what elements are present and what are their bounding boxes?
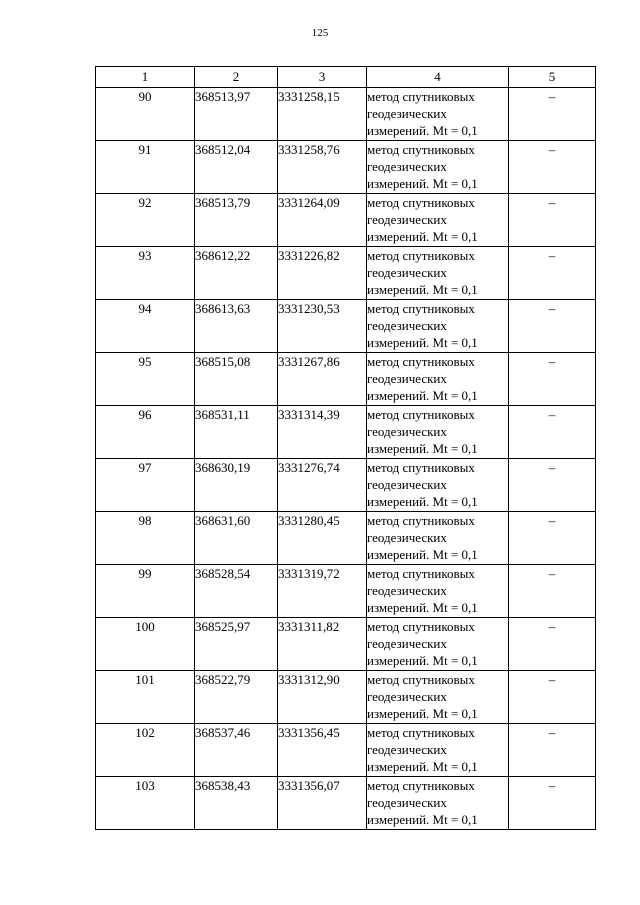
x-coordinate-cell: 368513,79 [195, 194, 278, 247]
table-header [96, 67, 596, 88]
method-line-1: метод спутниковых [367, 89, 475, 104]
method-line-1: метод спутниковых [367, 619, 475, 634]
error-cell: – [509, 618, 596, 671]
table-row [96, 459, 596, 512]
x-coordinate-cell: 368522,79 [195, 671, 278, 724]
method-cell [367, 247, 509, 300]
x-coordinate-cell: 368537,46 [195, 724, 278, 777]
method-line-3: измерений. Mt = 0,1 [367, 812, 478, 827]
y-coordinate-cell: 3331312,90 [278, 671, 367, 724]
point-number-cell: 93 [96, 247, 195, 300]
point-number-cell: 100 [96, 618, 195, 671]
x-coordinate-cell: 368630,19 [195, 459, 278, 512]
y-coordinate-cell: 3331319,72 [278, 565, 367, 618]
error-cell: – [509, 459, 596, 512]
method-line-3: измерений. Mt = 0,1 [367, 441, 478, 456]
method-line-3: измерений. Mt = 0,1 [367, 388, 478, 403]
method-line-3: измерений. Mt = 0,1 [367, 759, 478, 774]
point-number-cell: 94 [96, 300, 195, 353]
point-number-cell: 102 [96, 724, 195, 777]
header-col-4: 4 [367, 67, 509, 88]
method-line-3: измерений. Mt = 0,1 [367, 229, 478, 244]
method-line-1: метод спутниковых [367, 301, 475, 316]
x-coordinate-cell: 368512,04 [195, 141, 278, 194]
method-line-3: измерений. Mt = 0,1 [367, 335, 478, 350]
point-number-cell: 99 [96, 565, 195, 618]
x-coordinate-cell: 368515,08 [195, 353, 278, 406]
method-line-1: метод спутниковых [367, 566, 475, 581]
method-line-1: метод спутниковых [367, 248, 475, 263]
table-body [96, 88, 596, 830]
y-coordinate-cell: 3331280,45 [278, 512, 367, 565]
y-coordinate-cell: 3331264,09 [278, 194, 367, 247]
table-row [96, 300, 596, 353]
x-coordinate-cell: 368612,22 [195, 247, 278, 300]
error-cell: – [509, 777, 596, 830]
table-row [96, 724, 596, 777]
y-coordinate-cell: 3331230,53 [278, 300, 367, 353]
point-number-cell: 90 [96, 88, 195, 141]
error-cell: – [509, 512, 596, 565]
method-line-2: геодезических [367, 583, 447, 598]
method-line-3: измерений. Mt = 0,1 [367, 123, 478, 138]
method-line-3: измерений. Mt = 0,1 [367, 494, 478, 509]
method-line-1: метод спутниковых [367, 142, 475, 157]
point-number-cell: 101 [96, 671, 195, 724]
method-line-3: измерений. Mt = 0,1 [367, 176, 478, 191]
method-line-1: метод спутниковых [367, 354, 475, 369]
error-cell: – [509, 141, 596, 194]
y-coordinate-cell: 3331356,07 [278, 777, 367, 830]
table-row [96, 141, 596, 194]
y-coordinate-cell: 3331226,82 [278, 247, 367, 300]
method-cell [367, 777, 509, 830]
y-coordinate-cell: 3331311,82 [278, 618, 367, 671]
table-row [96, 406, 596, 459]
method-line-2: геодезических [367, 212, 447, 227]
method-cell [367, 300, 509, 353]
method-line-1: метод спутниковых [367, 725, 475, 740]
x-coordinate-cell: 368631,60 [195, 512, 278, 565]
y-coordinate-cell: 3331267,86 [278, 353, 367, 406]
x-coordinate-cell: 368538,43 [195, 777, 278, 830]
error-cell: – [509, 724, 596, 777]
method-line-3: измерений. Mt = 0,1 [367, 282, 478, 297]
error-cell: – [509, 353, 596, 406]
table-row [96, 88, 596, 141]
header-row [96, 67, 596, 88]
method-line-2: геодезических [367, 795, 447, 810]
x-coordinate-cell: 368513,97 [195, 88, 278, 141]
point-number-cell: 97 [96, 459, 195, 512]
method-line-2: геодезических [367, 530, 447, 545]
table-row [96, 618, 596, 671]
point-number-cell: 91 [96, 141, 195, 194]
method-line-2: геодезических [367, 424, 447, 439]
method-line-2: геодезических [367, 159, 447, 174]
header-col-5: 5 [509, 67, 596, 88]
table-row [96, 512, 596, 565]
point-number-cell: 98 [96, 512, 195, 565]
table-row [96, 353, 596, 406]
table-row [96, 247, 596, 300]
method-cell [367, 88, 509, 141]
method-line-2: геодезических [367, 371, 447, 386]
coordinates-table [95, 66, 596, 830]
error-cell: – [509, 194, 596, 247]
method-line-1: метод спутниковых [367, 513, 475, 528]
error-cell: – [509, 671, 596, 724]
method-cell [367, 724, 509, 777]
method-line-2: геодезических [367, 477, 447, 492]
method-line-2: геодезических [367, 689, 447, 704]
x-coordinate-cell: 368528,54 [195, 565, 278, 618]
method-line-2: геодезических [367, 742, 447, 757]
method-cell [367, 141, 509, 194]
error-cell: – [509, 565, 596, 618]
method-cell [367, 459, 509, 512]
method-cell [367, 565, 509, 618]
header-col-1: 1 [96, 67, 195, 88]
y-coordinate-cell: 3331258,76 [278, 141, 367, 194]
method-cell [367, 671, 509, 724]
method-line-3: измерений. Mt = 0,1 [367, 706, 478, 721]
y-coordinate-cell: 3331276,74 [278, 459, 367, 512]
y-coordinate-cell: 3331258,15 [278, 88, 367, 141]
method-line-1: метод спутниковых [367, 407, 475, 422]
point-number-cell: 95 [96, 353, 195, 406]
error-cell: – [509, 300, 596, 353]
method-line-2: геодезических [367, 106, 447, 121]
point-number-cell: 96 [96, 406, 195, 459]
y-coordinate-cell: 3331314,39 [278, 406, 367, 459]
method-cell [367, 194, 509, 247]
error-cell: – [509, 247, 596, 300]
header-col-3: 3 [278, 67, 367, 88]
point-number-cell: 92 [96, 194, 195, 247]
method-cell [367, 353, 509, 406]
page-number: 125 [311, 27, 329, 39]
method-cell [367, 512, 509, 565]
method-line-1: метод спутниковых [367, 672, 475, 687]
method-line-3: измерений. Mt = 0,1 [367, 653, 478, 668]
x-coordinate-cell: 368531,11 [195, 406, 278, 459]
method-line-3: измерений. Mt = 0,1 [367, 547, 478, 562]
table-row [96, 194, 596, 247]
table-row [96, 671, 596, 724]
method-cell [367, 618, 509, 671]
method-line-2: геодезических [367, 318, 447, 333]
method-line-1: метод спутниковых [367, 778, 475, 793]
error-cell: – [509, 406, 596, 459]
method-cell [367, 406, 509, 459]
header-col-2: 2 [195, 67, 278, 88]
table-row [96, 777, 596, 830]
method-line-1: метод спутниковых [367, 460, 475, 475]
point-number-cell: 103 [96, 777, 195, 830]
method-line-2: геодезических [367, 636, 447, 651]
x-coordinate-cell: 368525,97 [195, 618, 278, 671]
method-line-3: измерений. Mt = 0,1 [367, 600, 478, 615]
table-row [96, 565, 596, 618]
x-coordinate-cell: 368613,63 [195, 300, 278, 353]
method-line-2: геодезических [367, 265, 447, 280]
error-cell: – [509, 88, 596, 141]
y-coordinate-cell: 3331356,45 [278, 724, 367, 777]
method-line-1: метод спутниковых [367, 195, 475, 210]
